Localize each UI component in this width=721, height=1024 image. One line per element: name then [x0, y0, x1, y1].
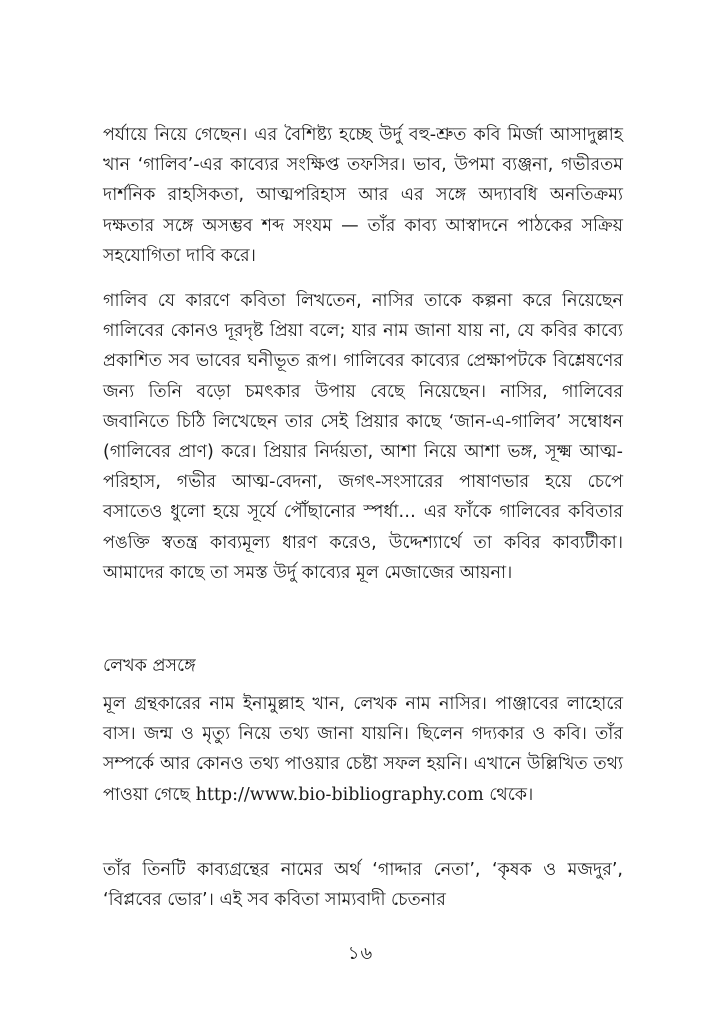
paragraph-text: তাঁর তিনটি কাব্যগ্রন্থের নামের অর্থ ‘গাদ্দার নেতা’, ‘কৃষক ও মজদুর’, ‘বিপ্লবের ভোর’। এই সব কবিতা সাম্যবাদী চেতনার: [103, 860, 623, 911]
body-paragraph-4: [103, 855, 623, 915]
body-paragraph-3: [103, 689, 623, 810]
paragraph-text-part: মূল গ্রন্থকারের নাম ইনামুল্লাহ খান, লেখক নাম নাসির। পাঞ্জাবের লাহোরে বাস। জন্ম ও মৃত্যু নিয়ে তথ্য জানা যায়নি। ছিলেন গদ্যকার ও কবি। তাঁর সম্পর্কে আর কোনও তথ্য পাওয়ার চেষ্টা সফল হয়নি। এখানে উল্লিখিত তথ্য পাওয়া গেছে: [103, 694, 623, 805]
section-heading: লেখক প্রসঙ্গে: [103, 656, 196, 676]
section-heading-block: [103, 651, 623, 681]
paragraph-text: গালিব যে কারণে কবিতা লিখতেন, নাসির তাকে কল্পনা করে নিয়েছেন গালিবের কোনও দূরদৃষ্ট প্রিয়া বলে; যার নাম জানা যায় না, যে কবির কাব্যে প্রকাশিত সব ভাবের ঘনীভূত রূপ। গালিবের কাব্যের প্রেক্ষাপটকে বিশ্লেষণের জন্য তিনি বড়ো চমৎকার উপায় বেছে নিয়েছেন। নাসির, গালিবের জবানিতে চিঠি লিখেছেন তার সেই প্রিয়ার কাছে ‘জান-এ-গালিব’ সম্বোধন (গালিবের প্রাণ) করে। প্রিয়ার নির্দয়তা, আশা নিয়ে আশা ভঙ্গ, সূক্ষ্ম আত্ম-পরিহাস, গভীর আত্ম-বেদনা, জগৎ-সংসারের পাষাণভার হয়ে চেপে বসাতেও ধুলো হয়ে সূর্যে পৌঁছানোর স্পর্ধা… এর ফাঁকে গালিবের কবিতার পঙক্তি স্বতন্ত্র কাব্যমূল্য ধারণ করেও, উদ্দেশ্যার্থে তা কবির কাব্যটীকা। আমাদের কাছে তা সমস্ত উর্দু কাব্যের মূল মেজাজের আয়না।: [103, 291, 623, 583]
source-url: http://www.bio-bibliography.com: [195, 784, 484, 805]
paragraph-text-part: থেকে।: [483, 784, 534, 805]
body-paragraph-1: [103, 120, 623, 271]
body-paragraph-2: [103, 286, 623, 588]
page-number: ১৬: [347, 943, 374, 964]
paragraph-text: পর্যায়ে নিয়ে গেছেন। এর বৈশিষ্ট্য হচ্ছে উর্দু বহু-শ্রুত কবি মির্জা আসাদুল্লাহ খান ‘গালিব’-এর কাব্যের সংক্ষিপ্ত তফসির। ভাব, উপমা ব্যঞ্জনা, গভীরতম দার্শনিক রাহসিকতা, আত্মপরিহাস আর এর সঙ্গে অদ্যাবধি অনতিক্রম্য দক্ষতার সঙ্গে অসম্ভব শব্দ সংযম — তাঁর কাব্য আস্বাদনে পাঠকের সক্রিয় সহযোগিতা দাবি করে।: [103, 125, 623, 266]
paragraph-text: [103, 689, 623, 810]
